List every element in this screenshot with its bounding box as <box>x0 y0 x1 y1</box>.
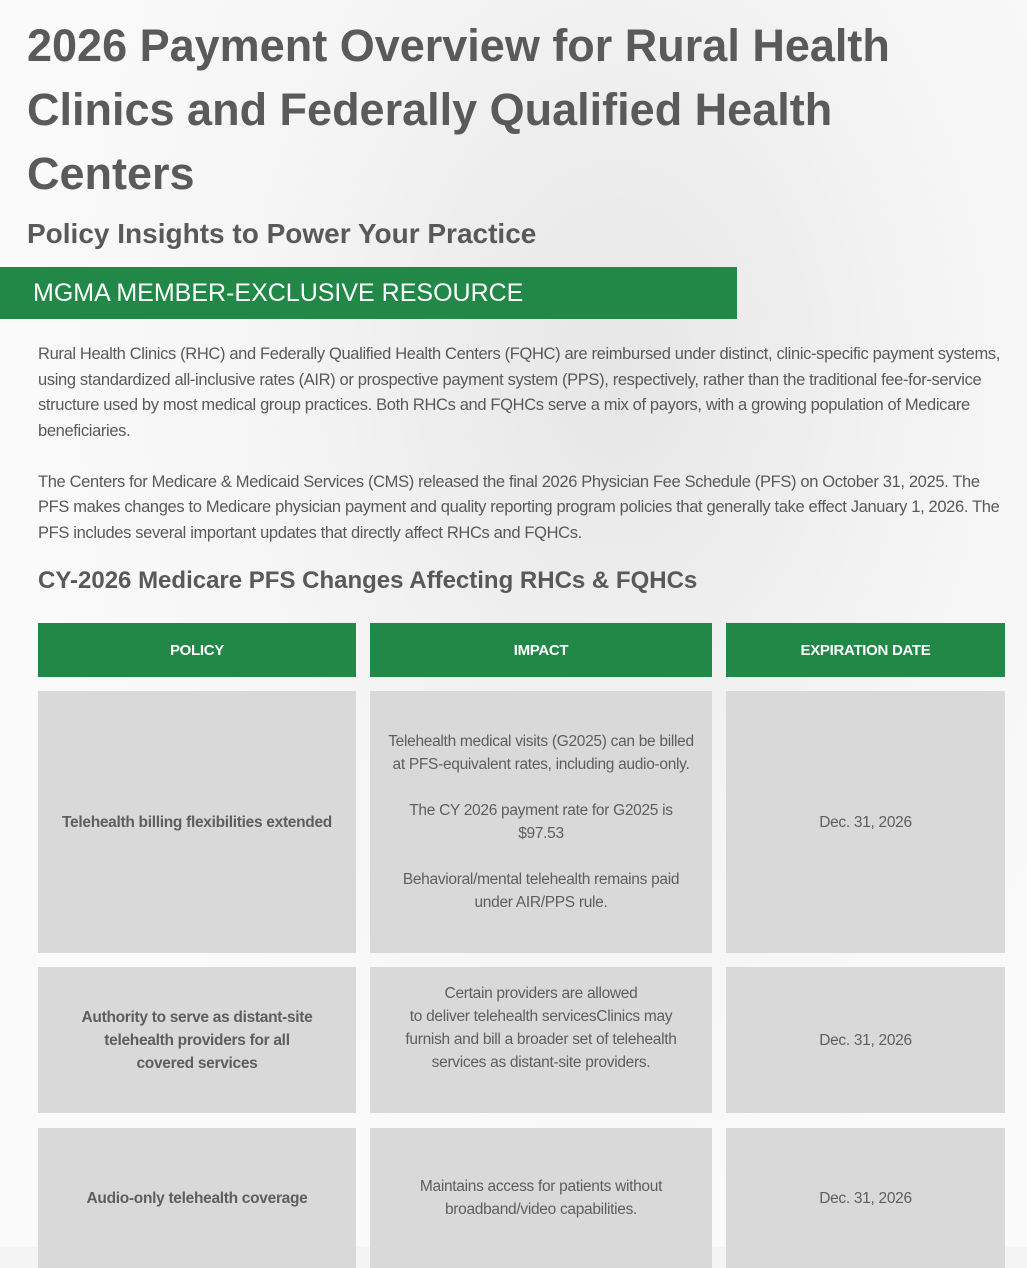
policy-cell: Authority to serve as distant-site telehealth providers for all covered services <box>38 967 356 1113</box>
intro-paragraph: Rural Health Clinics (RHC) and Federally Qualified Health Centers (FQHC) are reimbursed under distinct, clinic-specific payment systems, using standardized all-inclusive rates (AIR) or prospective payment system (PPS), respectively, rather than the traditional fee-for-service structure used by most medical group practices. Both RHCs and FQHCs serve a mix of payors, with a growing population of Medicare beneficiaries. <box>38 345 1000 440</box>
table-heading: CY-2026 Medicare PFS Changes Affecting RHCs & FQHCs <box>38 567 698 594</box>
impact-cell: Maintains access for patients without broadband/video capabilities. <box>370 1128 712 1268</box>
column-header-expiration: EXPIRATION DATE <box>726 623 1005 677</box>
page-subtitle: Policy Insights to Power Your Practice <box>27 218 537 249</box>
expiration-cell: Dec. 31, 2026 <box>726 1128 1005 1268</box>
impact-cell: Certain providers are allowed to deliver telehealth servicesClinics may furnish and bill a broader set of telehealth services as distant-site providers. <box>370 967 712 1113</box>
column-header-policy: POLICY <box>38 623 356 677</box>
impact-cell: Telehealth medical visits (G2025) can be billed at PFS-equivalent rates, including audio-only. The CY 2026 payment rate for G2025 is $97.53 Behavioral/mental telehealth remains paid under AIR/PPS rule. <box>370 691 712 953</box>
page-title: 2026 Payment Overview for Rural Health Clinics and Federally Qualified Health Centers <box>27 20 890 199</box>
column-header-impact: IMPACT <box>370 623 712 677</box>
expiration-cell: Dec. 31, 2026 <box>726 691 1005 953</box>
member-exclusive-banner: MGMA MEMBER-EXCLUSIVE RESOURCE <box>0 267 737 319</box>
expiration-cell: Dec. 31, 2026 <box>726 967 1005 1113</box>
intro-paragraph: The Centers for Medicare & Medicaid Services (CMS) released the final 2026 Physician Fee Schedule (PFS) on October 31, 2025. The PFS makes changes to Medicare physician payment and quality reporting program policies that generally take effect January 1, 2026. The PFS includes several important updates that directly affect RHCs and FQHCs. <box>38 472 1000 542</box>
policy-cell: Telehealth billing flexibilities extended <box>38 691 356 953</box>
policy-cell: Audio-only telehealth coverage <box>38 1128 356 1268</box>
intro-text <box>38 342 1008 572</box>
